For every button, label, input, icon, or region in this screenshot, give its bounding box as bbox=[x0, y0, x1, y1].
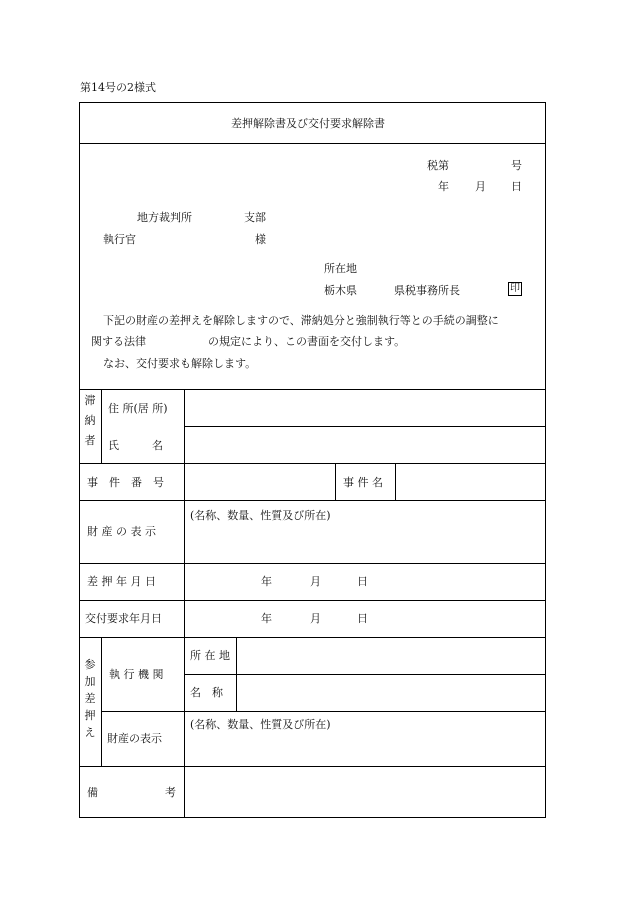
remarks-label-1: 備 bbox=[87, 786, 98, 799]
delinquent-label: 滞 納 者 bbox=[84, 394, 96, 447]
property-divider bbox=[79, 563, 546, 564]
name-label: 氏 名 bbox=[108, 439, 163, 452]
court-label: 地方裁判所 bbox=[137, 211, 192, 224]
exec-row-divider bbox=[184, 674, 546, 675]
seizure-day: 日 bbox=[357, 575, 368, 588]
branch-label: 支部 bbox=[244, 211, 266, 224]
participation-col-line bbox=[101, 637, 102, 766]
request-month: 月 bbox=[310, 612, 321, 625]
issue-day: 日 bbox=[511, 180, 522, 193]
seal-mark: 印 bbox=[510, 283, 520, 294]
exec-location-label: 所 在 地 bbox=[190, 649, 230, 662]
exec-name-label: 名 称 bbox=[190, 686, 223, 699]
exec-agency-label: 執 行 機 関 bbox=[109, 668, 164, 681]
case-name-label: 事 件 名 bbox=[343, 476, 383, 489]
body-line-3: なお、交付要求も解除します。 bbox=[103, 357, 257, 370]
property-label: 財 産 の 表 示 bbox=[87, 525, 156, 538]
property-note: (名称、数量、性質及び所在) bbox=[190, 509, 331, 522]
bailiff-label: 執行官 bbox=[103, 233, 136, 246]
sender-location-label: 所在地 bbox=[324, 262, 357, 275]
remarks-label-2: 考 bbox=[165, 786, 176, 799]
request-date-divider bbox=[79, 637, 546, 638]
case-name-line bbox=[395, 463, 396, 500]
form-title: 差押解除書及び交付要求解除書 bbox=[231, 117, 385, 130]
issue-month: 月 bbox=[475, 180, 486, 193]
title-divider bbox=[79, 143, 546, 144]
address-label: 住 所(居 所) bbox=[108, 402, 168, 415]
delinquent-divider bbox=[79, 463, 546, 464]
participation-property-note: (名称、数量、性質及び所在) bbox=[190, 718, 331, 731]
participation-label: 参 加 差 押 え bbox=[84, 658, 96, 739]
exec-agency-divider bbox=[101, 711, 546, 712]
body-divider bbox=[79, 389, 546, 390]
request-date-label: 交付要求年月日 bbox=[85, 612, 162, 625]
form-number: 第14号の2様式 bbox=[80, 81, 156, 94]
request-year: 年 bbox=[261, 612, 272, 625]
case-divider bbox=[79, 500, 546, 501]
delinquent-col-line bbox=[101, 389, 102, 463]
body-line-2-rest: の規定により、この書面を交付します。 bbox=[208, 335, 406, 348]
address-row-divider bbox=[184, 426, 546, 427]
seizure-month: 月 bbox=[310, 575, 321, 588]
label-col-line bbox=[184, 389, 185, 818]
seizure-date-label: 差 押 年 月 日 bbox=[87, 575, 156, 588]
case-split-line bbox=[335, 463, 336, 500]
participation-divider bbox=[79, 766, 546, 767]
prefecture-label: 栃木県 bbox=[324, 284, 357, 297]
seizure-year: 年 bbox=[261, 575, 272, 588]
request-day: 日 bbox=[357, 612, 368, 625]
honorific-label: 様 bbox=[255, 233, 266, 246]
seizure-date-divider bbox=[79, 600, 546, 601]
exec-sublabel-line bbox=[236, 637, 237, 711]
office-chief-label: 県税事務所長 bbox=[394, 284, 460, 297]
participation-property-label: 財産の表示 bbox=[107, 732, 162, 745]
body-line-2-law: 関する法律 bbox=[91, 335, 146, 348]
body-line-1: 下記の財産の差押えを解除しますので、滞納処分と強制執行等との手続の調整に bbox=[103, 314, 499, 327]
tax-number-suffix: 号 bbox=[511, 159, 522, 172]
case-number-label: 事 件 番 号 bbox=[87, 476, 164, 489]
issue-year: 年 bbox=[438, 180, 449, 193]
tax-number-prefix: 税第 bbox=[427, 159, 449, 172]
